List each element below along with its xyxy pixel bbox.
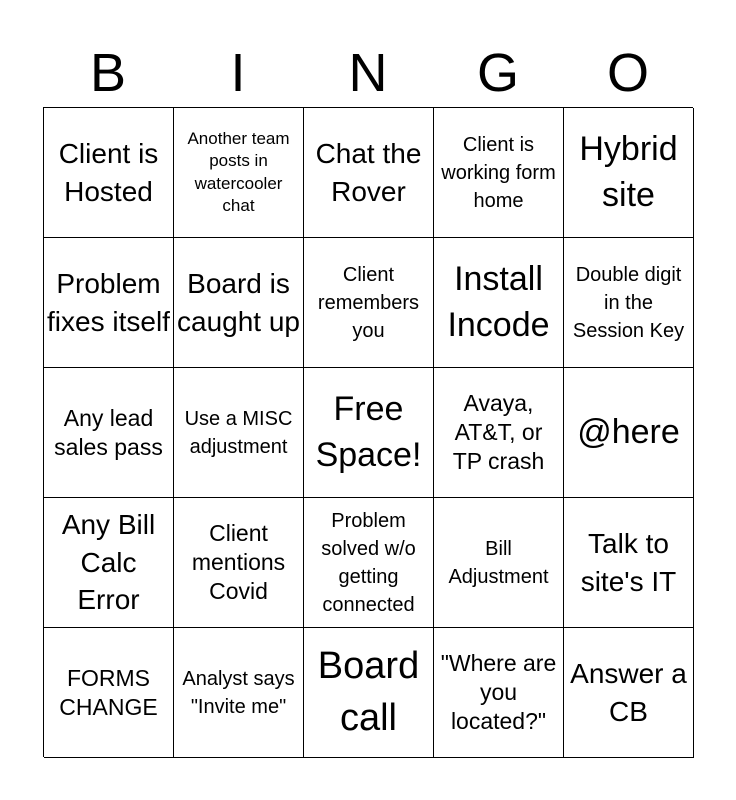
bingo-cell[interactable]: Double digit in the Session Key [564, 238, 694, 368]
bingo-cell[interactable]: Bill Adjustment [434, 498, 564, 628]
bingo-cell[interactable]: Answer a CB [564, 628, 694, 758]
bingo-cell[interactable]: Another team posts in watercooler chat [174, 108, 304, 238]
bingo-cell[interactable]: Chat the Rover [304, 108, 434, 238]
bingo-cell[interactable]: Hybrid site [564, 108, 694, 238]
bingo-cell[interactable]: Any Bill Calc Error [44, 498, 174, 628]
bingo-header [43, 38, 693, 108]
bingo-cell[interactable]: Client is working form home [434, 108, 564, 238]
bingo-cell[interactable]: "Where are you located?" [434, 628, 564, 758]
bingo-cell[interactable]: Analyst says "Invite me" [174, 628, 304, 758]
bingo-cell[interactable]: Client mentions Covid [174, 498, 304, 628]
bingo-cell[interactable]: Board call [304, 628, 434, 758]
bingo-cell[interactable]: Use a MISC adjustment [174, 368, 304, 498]
bingo-cell[interactable]: Any lead sales pass [44, 368, 174, 498]
header-letter-i: I [230, 43, 246, 103]
bingo-cell[interactable]: Problem solved w/o getting connected [304, 498, 434, 628]
bingo-cell[interactable]: Client remembers you [304, 238, 434, 368]
bingo-cell[interactable]: Talk to site's IT [564, 498, 694, 628]
header-letter-g: G [476, 43, 519, 103]
header-letter-b: B [89, 43, 127, 103]
free-space-cell[interactable]: Free Space! [304, 368, 434, 498]
bingo-cell[interactable]: Client is Hosted [44, 108, 174, 238]
bingo-cell[interactable]: Avaya, AT&T, or TP crash [434, 368, 564, 498]
bingo-cell[interactable]: Install Incode [434, 238, 564, 368]
bingo-cell[interactable]: Problem fixes itself [44, 238, 174, 368]
bingo-board [43, 107, 693, 757]
bingo-cell[interactable]: @here [564, 368, 694, 498]
header-letter-o: O [606, 43, 649, 103]
bingo-cell[interactable]: FORMS CHANGE [44, 628, 174, 758]
header-letter-n: N [348, 43, 388, 103]
bingo-cell[interactable]: Board is caught up [174, 238, 304, 368]
